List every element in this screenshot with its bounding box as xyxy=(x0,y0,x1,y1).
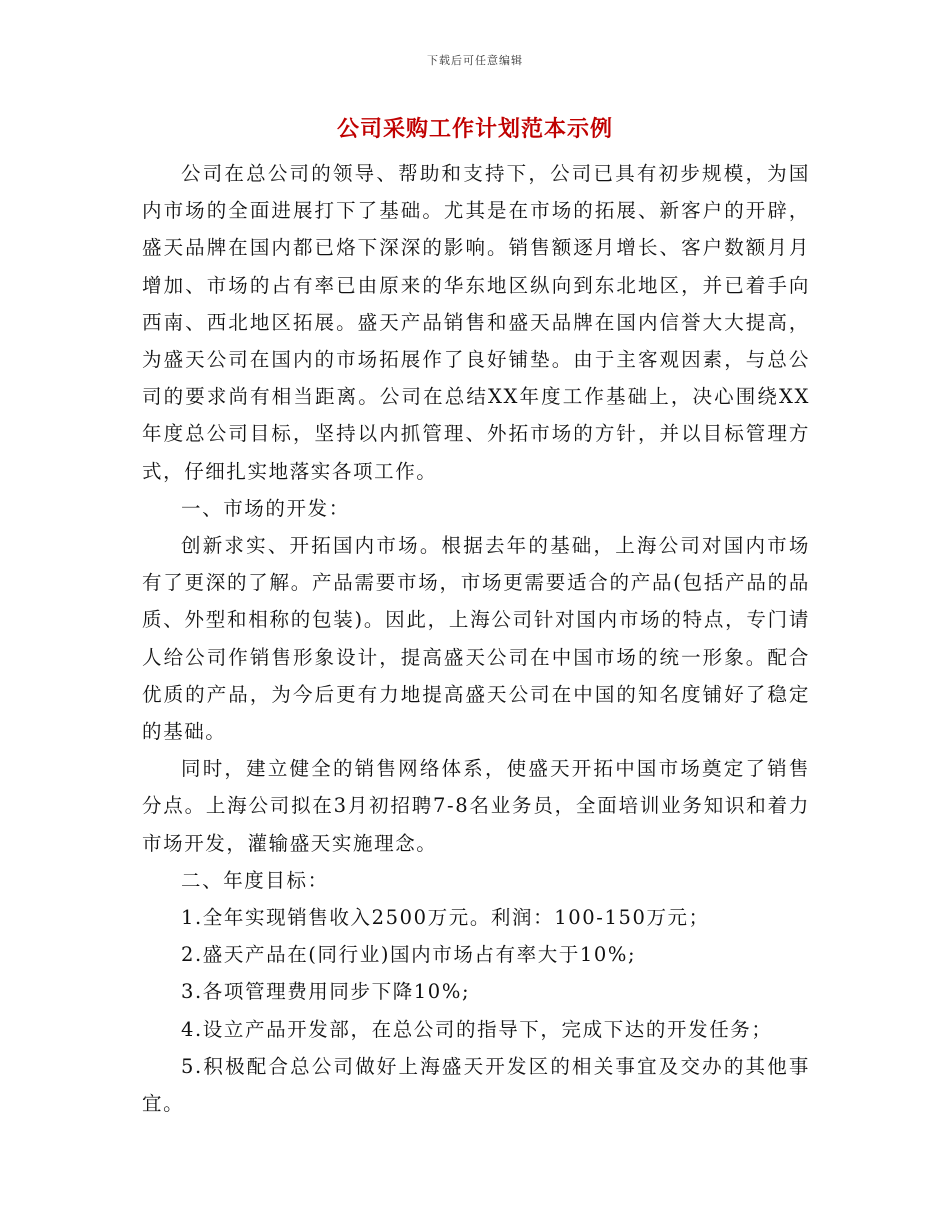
goal-item-4: 4.设立产品开发部，在总公司的指导下，完成下达的开发任务； xyxy=(181,1017,773,1041)
goal-item-1: 1.全年实现销售收入2500万元。利润：100-150万元； xyxy=(181,906,710,930)
goal-item-3: 3.各项管理费用同步下降10%; xyxy=(181,980,471,1004)
goal-item-2: 2.盛天产品在(同行业)国内市场占有率大于10%; xyxy=(181,943,637,967)
sales-network-paragraph: 同时，建立健全的销售网络体系，使盛天开拓中国市场奠定了销售分点。上海公司拟在3月初招聘7-8名业务员，全面培训业务知识和着力市场开发，灌输盛天实施理念。 xyxy=(142,757,810,855)
market-development-paragraph: 创新求实、开拓国内市场。根据去年的基础，上海公司对国内市场有了更深的了解。产品需要市场，市场更需要适合的产品(包括产品的品质、外型和相称的包装)。因此，上海公司针对国内市场的特点，专门请人给公司作销售形象设计，提高盛天公司在中国市场的统一形象。配合优质的产品，为今后更有力地提高盛天公司在中国的知名度铺好了稳定的基础。 xyxy=(142,534,810,744)
intro-paragraph: 公司在总公司的领导、帮助和支持下，公司已具有初步规模，为国内市场的全面进展打下了基础。尤其是在市场的拓展、新客户的开辟，盛天品牌在国内都已烙下深深的影响。销售额逐月增长、客户数额月月增加、市场的占有率已由原来的华东地区纵向到东北地区，并已着手向西南、西北地区拓展。盛天产品销售和盛天品牌在国内信誉大大提高，为盛天公司在国内的市场拓展作了良好铺垫。由于主客观因素，与总公司的要求尚有相当距离。公司在总结XX年度工作基础上，决心围绕XX年度总公司目标，坚持以内抓管理、外拓市场的方针，并以目标管理方式，仔细扎实地落实各项工作。 xyxy=(142,162,810,483)
document-body xyxy=(142,155,810,1122)
section-heading-market-development: 一、市场的开发： xyxy=(181,496,350,520)
document-title: 公司采购工作计划范本示例 xyxy=(336,116,613,142)
goal-item-5: 5.积极配合总公司做好上海盛天开发区的相关事宜及交办的其他事宜。 xyxy=(142,1054,810,1116)
section-heading-annual-goals: 二、年度目标： xyxy=(181,868,329,892)
header-note: 下载后可任意编辑 xyxy=(427,54,523,67)
